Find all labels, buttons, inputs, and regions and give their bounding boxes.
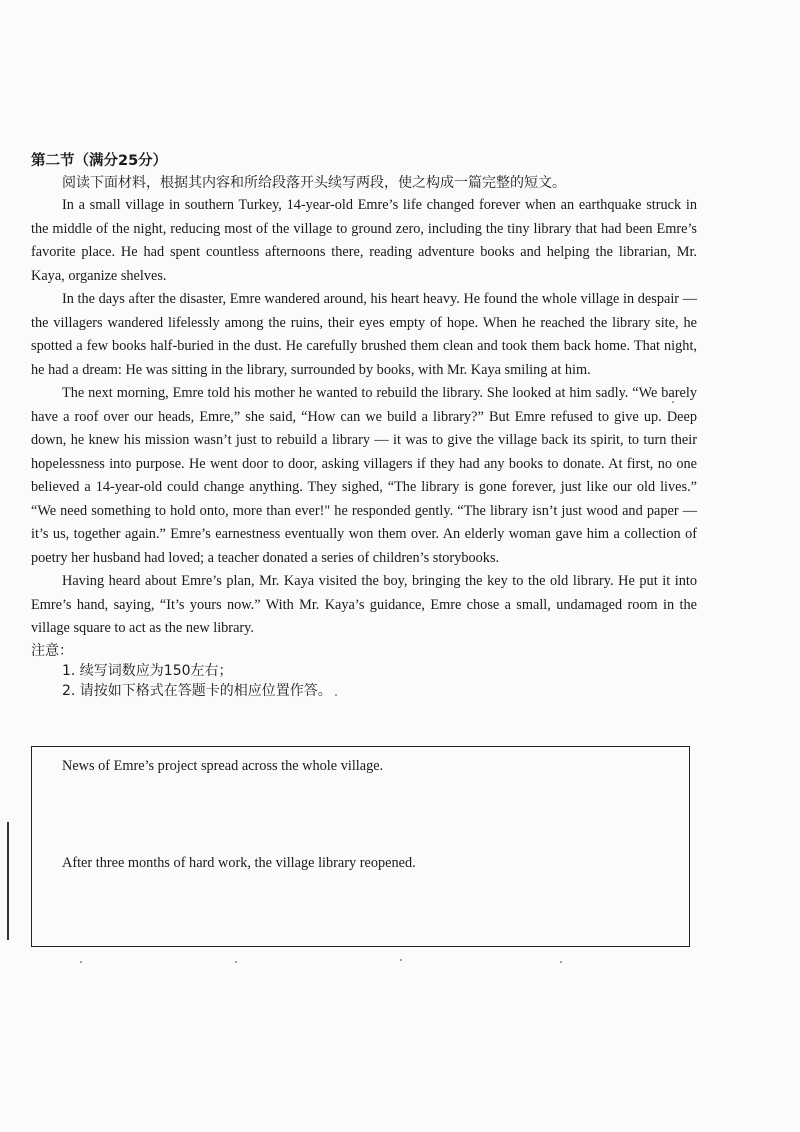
- notes-title: 注意：: [31, 642, 73, 659]
- story-paragraph-1: In a small village in southern Turkey, 14-year-old Emre’s life changed forever when an earthquake struck in the middle of the night, reducing most of the village to ground zero, including the tiny library that had been Emre’s favorite place. He had spent countless afternoons there, reading adventure books and helping the librarian, Mr. Kaya, organize shelves.: [31, 197, 697, 284]
- section-instruction: 阅读下面材料，根据其内容和所给段落开头续写两段，使之构成一篇完整的短文。: [62, 175, 566, 191]
- scan-speck: [235, 961, 237, 963]
- note-item-2: 2. 请按如下格式在答题卡的相应位置作答。: [62, 682, 332, 699]
- exam-content: [31, 150, 697, 701]
- story-paragraph-2: In the days after the disaster, Emre wandered around, his heart heavy. He found the whole village in despair — the villagers wandered lifelessly among the ruins, their eyes empty of hope. When he reached the library site, he spotted a few books half-buried in the dust. He carefully brushed them clean and took them back home. That night, he had a dream: He was sitting in the library, surrounded by books, with Mr. Kaya smiling at him.: [31, 291, 697, 378]
- note-item-1: 1. 续写词数应为150左右；: [62, 662, 233, 679]
- scan-speck: [335, 694, 337, 696]
- paragraph-opening-2: After three months of hard work, the village library reopened.: [62, 855, 416, 871]
- story-paragraph-3: The next morning, Emre told his mother he wanted to rebuild the library. She looked at him sadly. “We barely have a roof over our heads, Emre,” she said, “How can we build a library?” But Emre refused to give up. Deep down, he knew his mission wasn’t just to rebuild a library — it was to give the village back its spirit, to turn their hopelessness into purpose. He went door to door, asking villagers if they had any books to donate. At first, no one believed a 14-year-old could change anything. They sighed, “The library is gone forever, just like our old lives.” “We need something to hold onto, more than ever!" he responded gently. “The library isn’t just wood and paper — it’s us, together again.” Emre’s earnestness eventually won them over. An elderly woman gave him a collection of poetry her husband had loved; a teacher donated a series of children’s storybooks.: [31, 385, 697, 566]
- section-title: 第二节（满分25分）: [31, 153, 168, 169]
- story-paragraph-4: Having heard about Emre’s plan, Mr. Kaya visited the boy, bringing the key to the old library. He put it into Emre’s hand, saying, “It’s yours now.” With Mr. Kaya’s guidance, Emre chose a small, undamaged room in the village square to act as the new library.: [31, 573, 697, 636]
- answer-box: [31, 746, 690, 947]
- margin-mark: [7, 822, 9, 940]
- paragraph-opening-1: News of Emre’s project spread across the whole village.: [62, 758, 384, 774]
- scan-speck: [672, 401, 674, 403]
- scan-speck: [400, 959, 402, 961]
- scan-speck: [80, 961, 82, 963]
- scan-speck: [560, 961, 562, 963]
